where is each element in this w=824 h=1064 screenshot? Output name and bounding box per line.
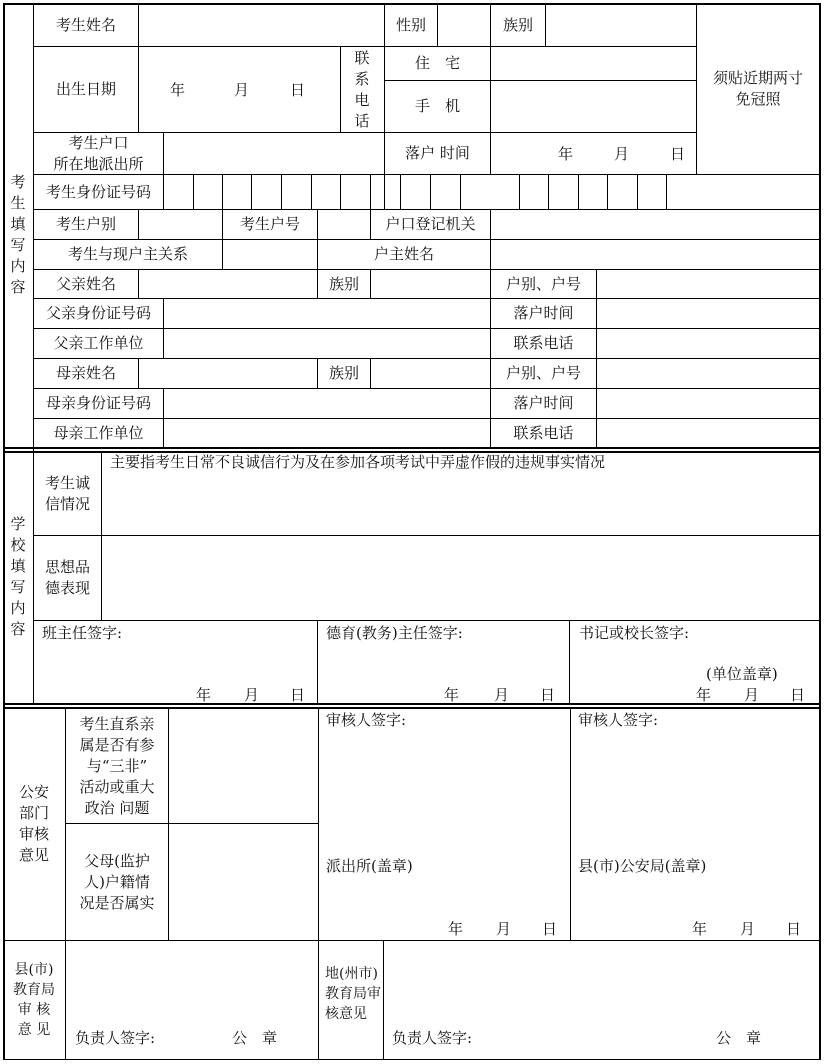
rule [311, 174, 312, 209]
rule [596, 269, 597, 447]
reviewer-sign: 审核人签字: [326, 711, 407, 729]
rule [3, 940, 820, 941]
date-month: 月 [244, 686, 260, 704]
father-name-label: 父亲姓名 [55, 274, 116, 293]
father-phone-label: 联系电话 [513, 334, 574, 352]
mother-hukou-label: 户别、户号 [505, 364, 581, 382]
principal-sign: 书记或校长签字: [579, 624, 690, 642]
rule [400, 174, 401, 209]
mother-phone-label: 联系电话 [513, 423, 574, 442]
rule [519, 174, 520, 209]
father-id-label: 父亲身份证号码 [45, 304, 151, 322]
section-student-label: 考生填写内容 [10, 173, 26, 296]
name-label: 考生姓名 [55, 15, 116, 34]
rule [569, 620, 570, 703]
rule [437, 3, 438, 46]
rule [430, 174, 431, 209]
rule [163, 132, 164, 209]
id-label: 考生身份证号码 [45, 182, 151, 201]
date-month: 月 [744, 686, 760, 704]
rule [222, 174, 223, 209]
rule [168, 707, 169, 940]
rule [33, 269, 820, 270]
station-seal: 派出所(盖章) [326, 857, 413, 875]
rule [251, 174, 252, 209]
mother-work-label: 母亲工作单位 [53, 423, 144, 442]
reg-authority-label: 户口登记机关 [385, 215, 476, 233]
mother-ethnicity-label: 族别 [328, 364, 359, 382]
rule [138, 358, 139, 388]
section-school-label: 学校填写内容 [10, 515, 26, 638]
rule [340, 174, 341, 209]
rule [383, 940, 384, 1059]
date-year: 年 [692, 920, 708, 938]
birth-label: 出生日期 [55, 80, 116, 98]
rule [138, 269, 139, 298]
mobile-label: 手 机 [414, 97, 460, 115]
mother-settle-label: 落户时间 [513, 394, 574, 412]
rule [163, 388, 164, 447]
birth-year: 年 [170, 81, 186, 99]
rule [370, 358, 371, 388]
rule [193, 174, 194, 209]
section-prefecture-edu-text: 地(州市)教育局审核意见 [325, 966, 381, 1022]
father-hukou-label: 户别、户号 [505, 274, 581, 293]
moral-director-sign: 德育(教务)主任签字: [326, 624, 463, 642]
rule [33, 358, 820, 359]
settle-time-label: 落户 时间 [405, 144, 470, 162]
unit-seal: (单位盖章) [706, 665, 778, 683]
relation-label: 考生与现户主关系 [67, 245, 188, 263]
hukou-station-label: 考生户口 所在地派出所 [53, 133, 144, 173]
rule [666, 174, 667, 209]
rule [101, 451, 102, 620]
section-prefecture-edu-label [319, 940, 383, 1059]
prefecture-seal: 公 章 [716, 1029, 762, 1047]
section-police-text: 公安部门审核意见 [18, 782, 49, 864]
date-month: 月 [494, 686, 510, 704]
county-principal-sign: 负责人签字: [75, 1029, 156, 1047]
rule [138, 3, 139, 132]
rule [548, 174, 549, 209]
date-year: 年 [444, 686, 460, 704]
date-day: 日 [540, 686, 556, 704]
date-day: 日 [542, 920, 558, 938]
rule [637, 174, 638, 209]
settle-month: 月 [614, 145, 630, 163]
hukou-no-label: 考生户号 [239, 215, 300, 233]
county-seal: 公 章 [232, 1029, 278, 1047]
section-county-edu-label [5, 940, 63, 1059]
hukou-type-label: 考生户别 [55, 215, 116, 233]
date-year: 年 [696, 686, 712, 704]
date-day: 日 [786, 920, 802, 938]
rule [370, 269, 371, 298]
father-work-label: 父亲工作单位 [53, 334, 144, 352]
mother-name-label: 母亲姓名 [55, 364, 116, 382]
rule [163, 298, 164, 358]
rule [545, 3, 546, 46]
birth-month: 月 [234, 81, 250, 99]
rule [490, 46, 491, 174]
integrity-label: 考生诚 信情况 [44, 474, 90, 513]
birth-day: 日 [290, 81, 306, 99]
rule [340, 46, 341, 132]
rule [578, 174, 579, 209]
rule [607, 174, 608, 209]
rule [33, 535, 820, 536]
home-phone-label: 住 宅 [414, 54, 460, 72]
rule [281, 174, 282, 209]
integrity-note: 主要指考生日常不良诚信行为及在参加各项考试中弄虚作假的违规事实情况 [110, 453, 606, 471]
parents-question: 父母(监护 人)户籍情 况是否属实 [79, 851, 155, 912]
rule [570, 707, 571, 940]
section-police-label [5, 707, 63, 940]
head-name-label: 户主姓名 [373, 245, 434, 263]
prefecture-principal-sign: 负责人签字: [392, 1029, 473, 1047]
county-bureau-seal: 县(市)公安局(盖章) [578, 857, 707, 875]
rule [3, 1059, 820, 1060]
rule [460, 174, 461, 209]
date-year: 年 [196, 686, 212, 704]
rule [819, 3, 821, 1060]
date-month: 月 [496, 920, 512, 938]
father-settle-label: 落户时间 [513, 304, 574, 322]
settle-year: 年 [558, 145, 574, 163]
date-month: 月 [740, 920, 756, 938]
rule [3, 447, 820, 449]
relatives-question: 考生直系亲 属是否有参 与“三非” 活动或重大 政治 问题 [79, 714, 155, 817]
date-year: 年 [448, 920, 464, 938]
gender-label: 性别 [395, 15, 426, 34]
section-county-edu-text: 县(市)教育局审 核意 见 [13, 961, 55, 1038]
contact-label: 联系电话 [354, 49, 370, 130]
reviewer-sign: 审核人签字: [578, 711, 659, 729]
rule [370, 174, 371, 209]
mother-id-label: 母亲身份证号码 [45, 394, 151, 412]
settle-day: 日 [670, 145, 686, 163]
rule [65, 940, 66, 1059]
photo-note: 须贴近期两寸免冠照 [712, 69, 803, 108]
moral-label: 思想品 德表现 [44, 558, 90, 597]
rule [33, 620, 820, 621]
date-day: 日 [790, 686, 806, 704]
rule [138, 209, 139, 239]
head-teacher-sign: 班主任签字: [42, 624, 123, 642]
ethnicity-label: 族别 [502, 15, 533, 34]
photo-box [697, 4, 819, 174]
rule [317, 620, 318, 703]
date-day: 日 [290, 686, 306, 704]
father-ethnicity-label: 族别 [328, 274, 359, 293]
